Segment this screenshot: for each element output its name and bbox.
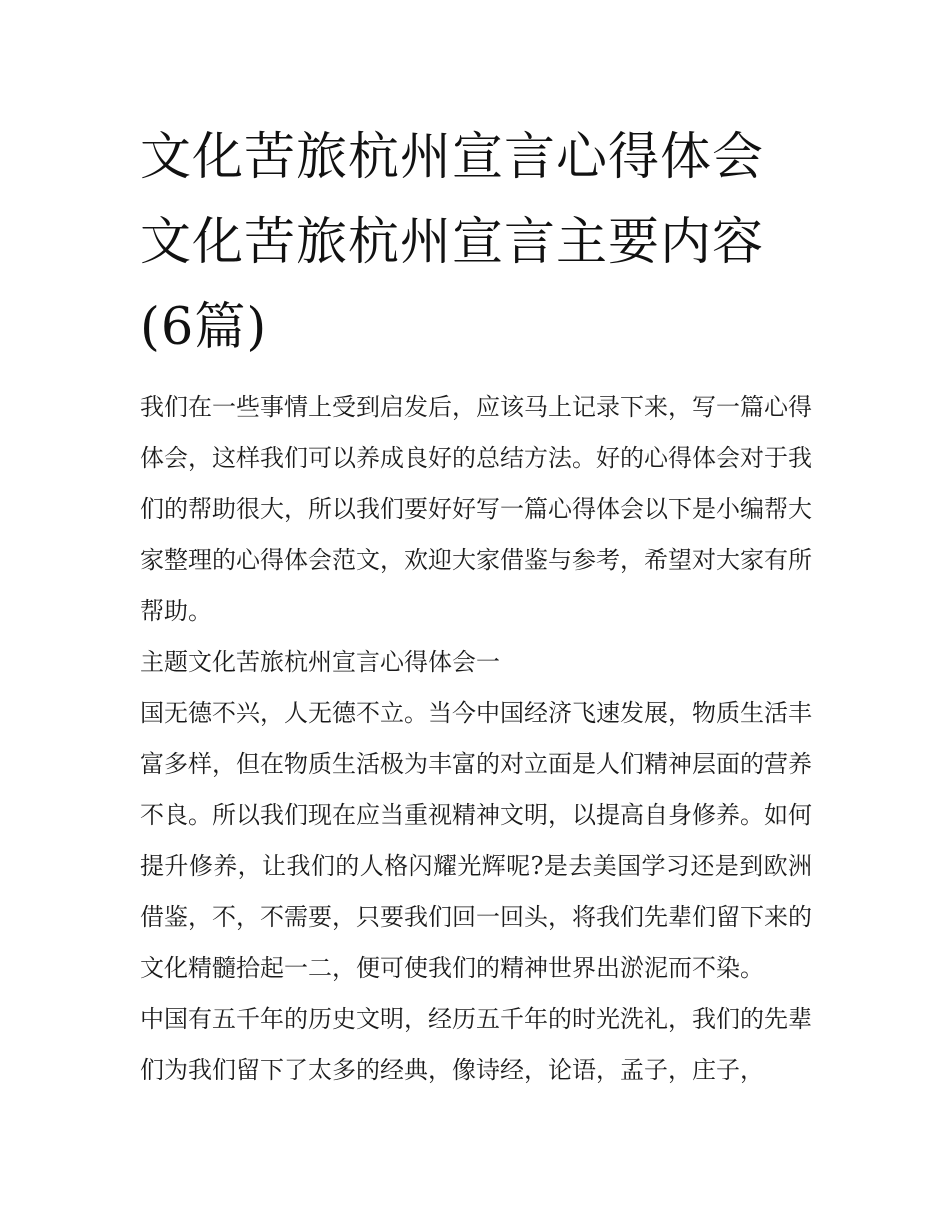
section-heading: 主题文化苦旅杭州宣言心得体会一	[140, 648, 500, 676]
document-content	[140, 115, 812, 1096]
document-title: 文化苦旅杭州宣言心得体会 文化苦旅杭州宣言主要内容(6篇)	[140, 128, 765, 357]
intro-paragraph: 我们在一些事情上受到启发后，应该马上记录下来，写一篇心得体会，这样我们可以养成良好的总结方法。好的心得体会对于我们的帮助很大，所以我们要好好写一篇心得体会以下是小编帮大家整理的心得体会范文，欢迎大家借鉴与参考，希望对大家有所帮助。	[140, 393, 812, 625]
body-paragraph: 中国有五千年的历史文明，经历五千年的时光洗礼，我们的先辈们为我们留下了太多的经典，像诗经，论语，孟子，庄子，	[140, 1005, 812, 1084]
body-paragraph: 国无德不兴，人无德不立。当今中国经济飞速发展，物质生活丰富多样，但在物质生活极为丰富的对立面是人们精神层面的营养不良。所以我们现在应当重视精神文明，以提高自身修养。如何提升修养，让我们的人格闪耀光辉呢?是去美国学习还是到欧洲借鉴，不，不需要，只要我们回一回头，将我们先辈们留下来的文化精髓拾起一二，便可使我们的精神世界出淤泥而不染。	[140, 699, 812, 982]
document-body	[140, 382, 812, 1096]
